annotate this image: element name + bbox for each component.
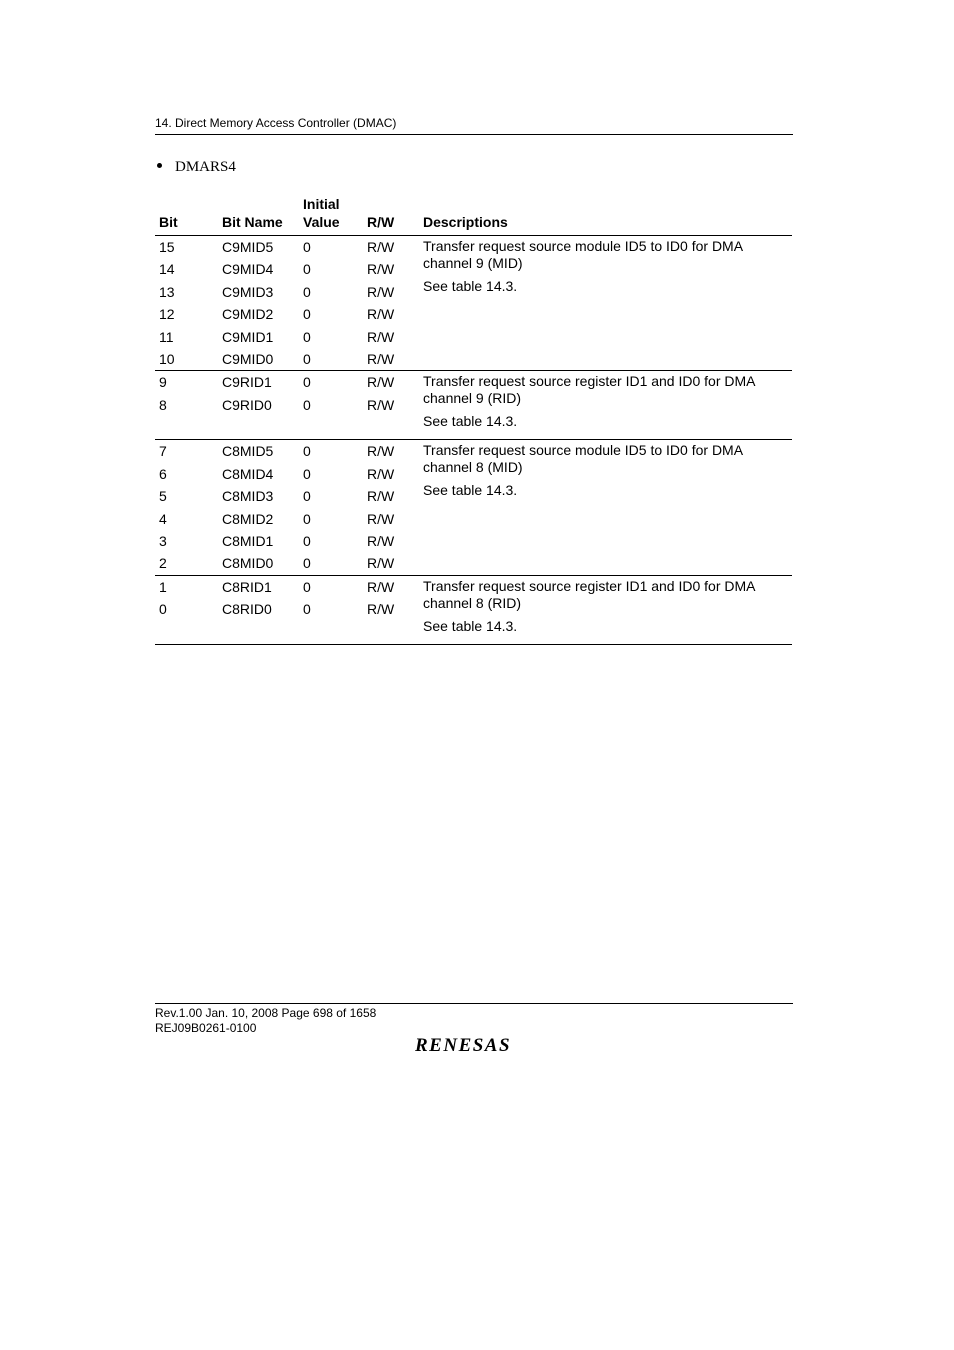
register-bullet [157,159,236,176]
rw-cell: R/W [367,396,395,413]
rw-cell: R/W [367,601,395,618]
initial-value-cell: 0 [303,532,311,549]
col-initial-line2: Value [303,214,340,230]
bit-cell: 3 [159,532,167,549]
table-row [155,530,792,552]
rw-cell: R/W [367,328,395,345]
initial-value-cell: 0 [303,261,311,278]
initial-value-cell: 0 [303,601,311,618]
bullet-icon [157,163,162,168]
rw-cell: R/W [367,374,395,391]
bit-cell: 2 [159,555,167,572]
table-row [155,326,792,348]
bit-cell: 14 [159,261,175,278]
bit-cell: 9 [159,374,167,391]
register-name: DMARS4 [175,159,236,175]
page-footer [155,1003,793,1036]
bit-name-cell: C9RID0 [222,396,272,413]
bit-name-cell: C8MID0 [222,555,274,572]
row-group [155,371,792,440]
table-body [155,236,792,645]
description-text: Transfer request source register ID1 and ID0 for DMA channel 9 (RID) [423,373,755,407]
renesas-logo [413,1033,533,1055]
bit-name-cell: C9MID0 [222,350,274,367]
bit-name-cell: C9RID1 [222,374,272,391]
description-text: Transfer request source module ID5 to ID0 for DMA channel 9 (MID) [423,238,743,271]
revision-line: Rev.1.00 Jan. 10, 2008 Page 698 of 1658 [155,1006,377,1020]
bit-cell: 12 [159,306,175,323]
initial-value-cell: 0 [303,328,311,345]
description-cell [423,373,783,436]
description-text: Transfer request source register ID1 and ID0 for DMA channel 8 (RID) [423,577,755,611]
description-cell [423,238,783,301]
bit-cell: 0 [159,601,167,618]
initial-value-cell: 0 [303,488,311,505]
rw-cell: R/W [367,261,395,278]
bit-name-cell: C8MID2 [222,510,274,527]
initial-value-cell: 0 [303,443,311,460]
initial-value-cell: 0 [303,239,311,255]
page-header [155,116,793,135]
row-group [155,440,792,575]
initial-value-cell: 0 [303,374,311,391]
bit-name-cell: C8MID1 [222,532,274,549]
rw-cell: R/W [367,555,395,572]
bit-cell: 4 [159,510,167,527]
table-row [155,508,792,530]
initial-value-cell: 0 [303,396,311,413]
initial-value-cell: 0 [303,465,311,482]
bit-name-cell: C9MID1 [222,328,274,345]
initial-value-cell: 0 [303,306,311,323]
rw-cell: R/W [367,350,395,367]
col-descriptions: Descriptions [423,214,508,230]
rw-cell: R/W [367,306,395,323]
rw-cell: R/W [367,283,395,300]
bit-cell: 8 [159,396,167,413]
row-group [155,236,792,371]
bit-cell: 11 [159,328,174,345]
bit-name-cell: C9MID5 [222,239,274,255]
col-bit: Bit [159,214,178,230]
see-table-note: See table 14.3. [423,278,518,294]
see-table-note: See table 14.3. [423,482,518,499]
bit-name-cell: C9MID3 [222,283,274,300]
initial-value-cell: 0 [303,555,311,572]
rw-cell: R/W [367,443,395,460]
col-rw: R/W [367,214,395,230]
section-title: 14. Direct Memory Access Controller (DMAC) [155,116,397,130]
initial-value-cell: 0 [303,283,311,300]
rw-cell: R/W [367,488,395,505]
bit-name-cell: C8MID5 [222,443,274,460]
bit-cell: 1 [159,578,167,595]
bit-cell: 6 [159,465,167,482]
rw-cell: R/W [367,510,395,527]
document-number: REJ09B0261-0100 [155,1021,257,1035]
register-table [155,195,792,645]
bit-cell: 15 [159,239,175,255]
bit-name-cell: C9MID4 [222,261,274,278]
see-table-note: See table 14.3. [423,413,518,430]
bit-name-cell: C9MID2 [222,306,274,323]
bit-name-cell: C8RID1 [222,578,272,595]
logo-text: RENESAS [415,1035,512,1055]
bit-name-cell: C8RID0 [222,601,272,618]
bit-cell: 10 [159,350,175,367]
initial-value-cell: 0 [303,350,311,367]
col-bit-name: Bit Name [222,214,283,230]
description-text: Transfer request source module ID5 to ID0 for DMA channel 8 (MID) [423,442,743,476]
description-cell [423,442,783,505]
table-row [155,303,792,325]
rw-cell: R/W [367,239,395,255]
bit-name-cell: C8MID4 [222,465,274,482]
rw-cell: R/W [367,532,395,549]
table-header [155,195,792,236]
see-table-note: See table 14.3. [423,617,518,634]
bit-cell: 7 [159,443,167,460]
bit-cell: 13 [159,283,175,300]
rw-cell: R/W [367,578,395,595]
rw-cell: R/W [367,465,395,482]
description-cell [423,578,783,641]
table-row [155,348,792,370]
col-initial-line1: Initial [303,196,340,212]
initial-value-cell: 0 [303,578,311,595]
table-row [155,552,792,574]
bit-cell: 5 [159,488,167,505]
bit-name-cell: C8MID3 [222,488,274,505]
initial-value-cell: 0 [303,510,311,527]
row-group [155,576,792,645]
